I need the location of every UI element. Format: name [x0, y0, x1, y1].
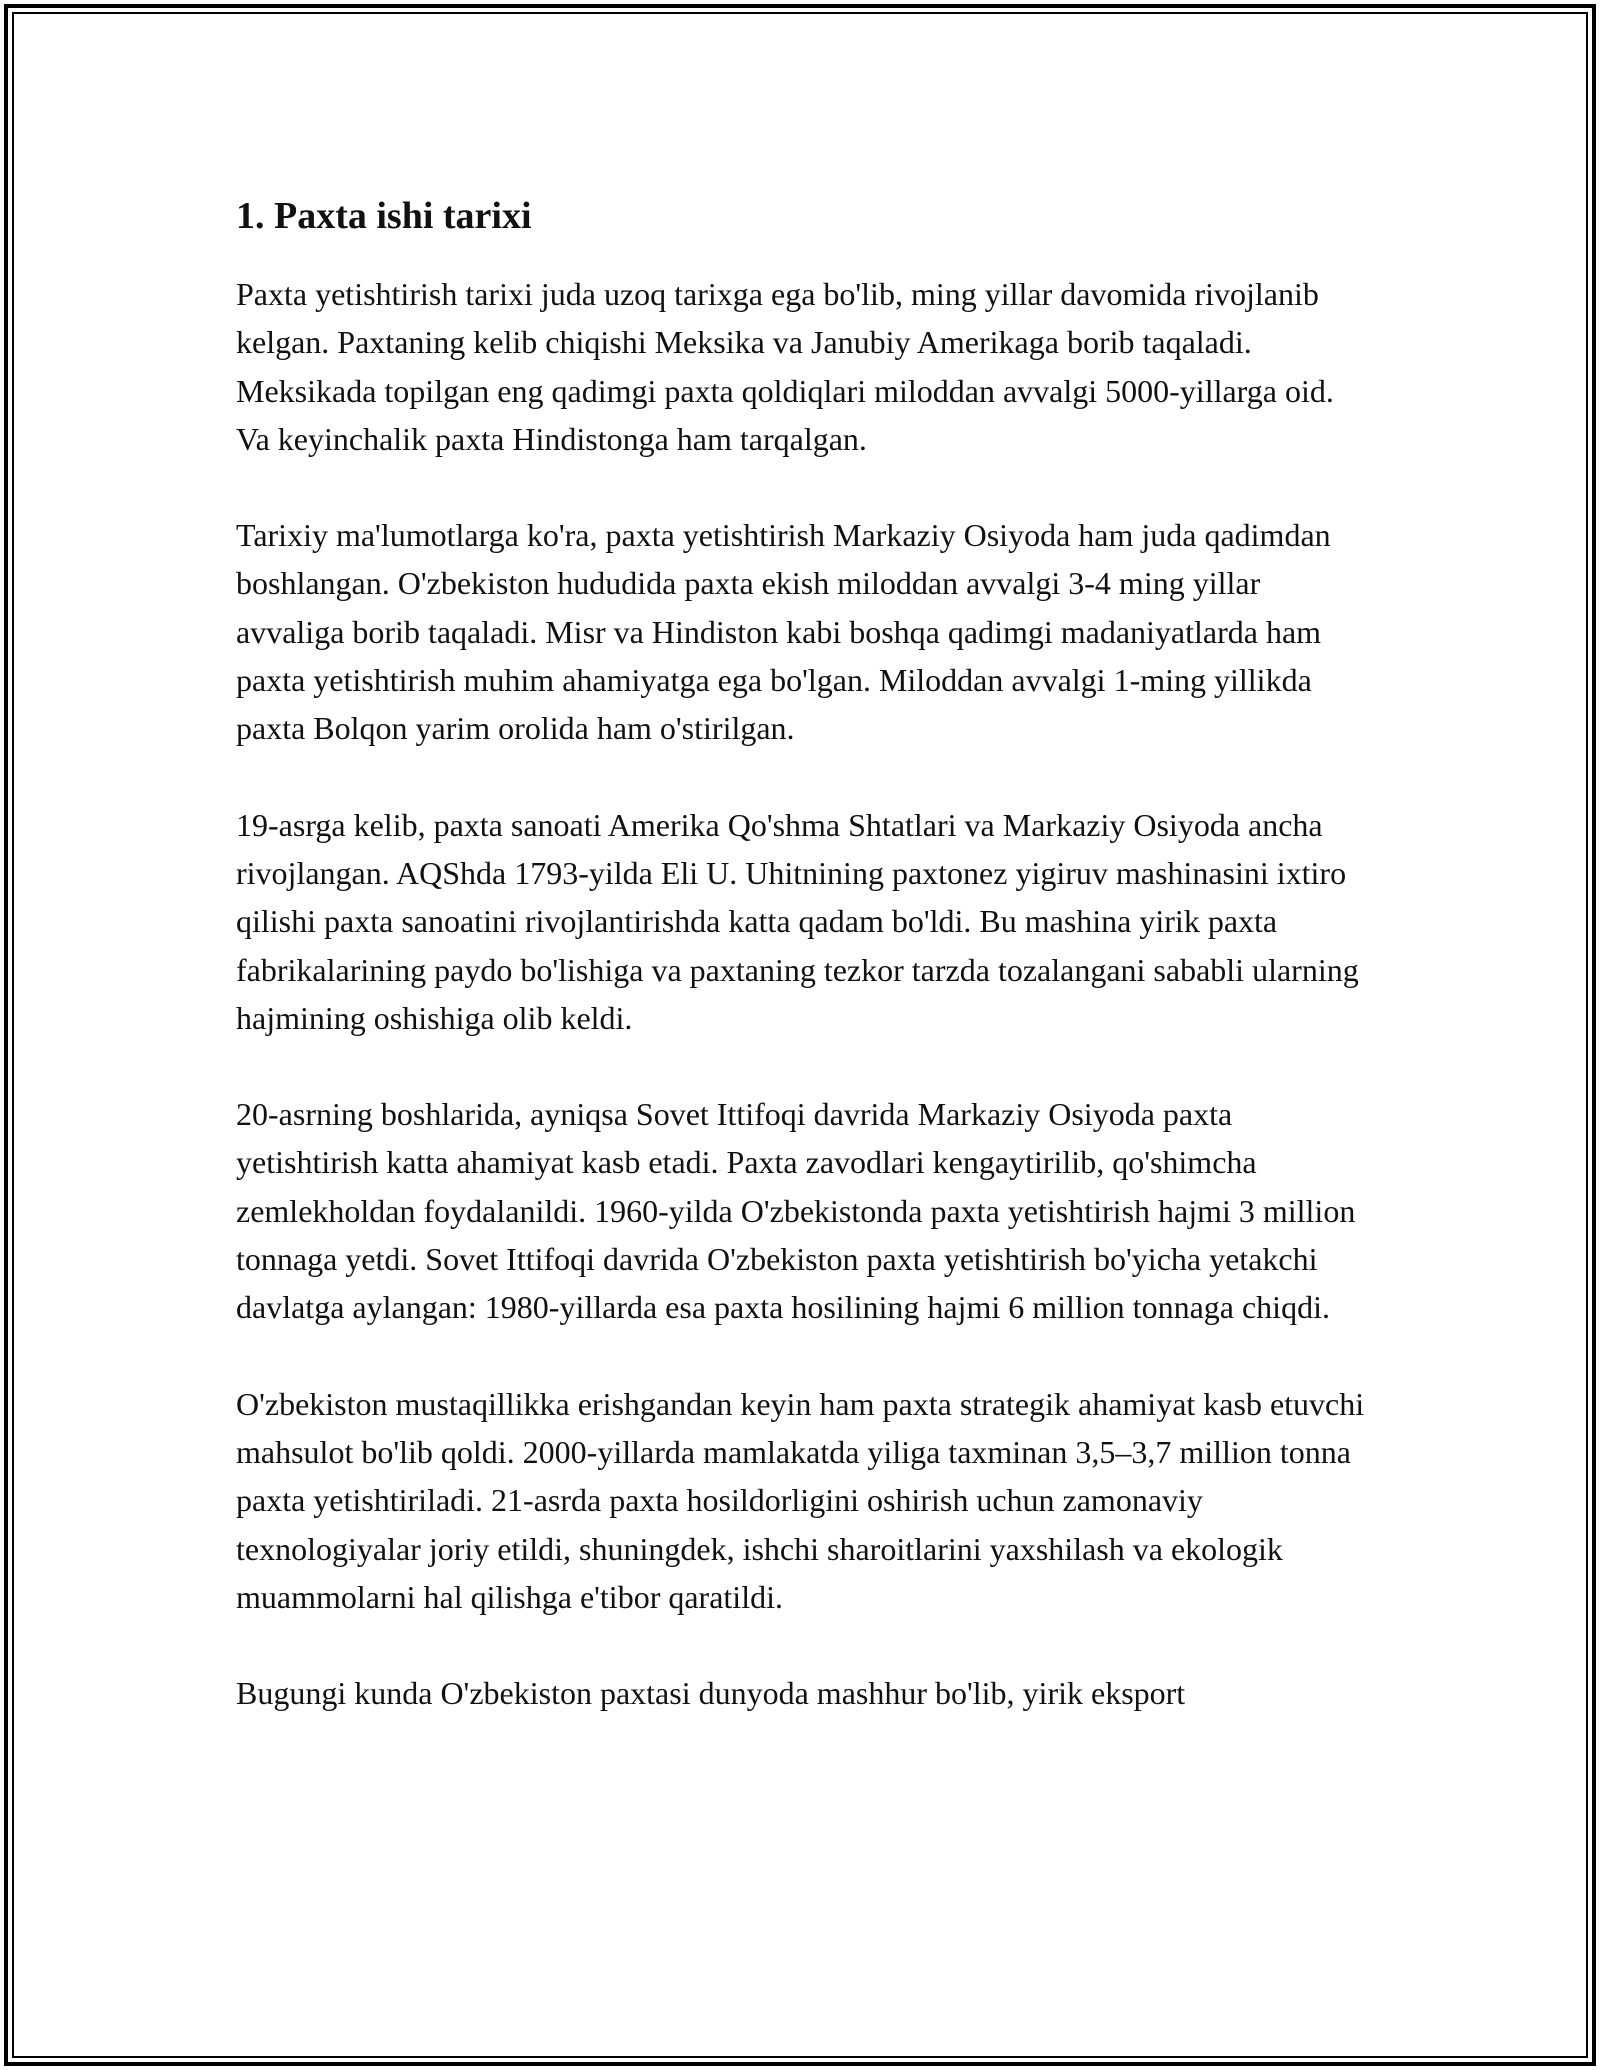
section-title: 1. Paxta ishi tarixi — [236, 195, 532, 237]
paragraph-1: Paxta yetishtirish tarixi juda uzoq tarixga ega bo'lib, ming yillar davomida rivojlanib kelgan. Paxtaning kelib chiqishi Meksika va Janubiy Amerikaga borib taqaladi. Meksikada topilgan eng qadimgi paxta qoldiqlari miloddan avvalgi 5000-yillarga oid. Va keyinchalik paxta Hindistonga ham tarqalgan. — [236, 276, 1334, 457]
paragraph-2: Tarixiy ma'lumotlarga ko'ra, paxta yetishtirish Markaziy Osiyoda ham juda qadimdan boshlangan. O'zbekiston hududida paxta ekish miloddan avvalgi 3-4 ming yillar avvaliga borib taqaladi. Misr va Hindiston kabi boshqa qadimgi madaniyatlarda ham paxta yetishtirish muhim ahamiyatga ega bo'lgan. Miloddan avvalgi 1-ming yillikda paxta Bolqon yarim orolida ham o'stirilgan. — [236, 517, 1331, 747]
document-body — [236, 188, 1366, 1765]
paragraph-3: 19-asrga kelib, paxta sanoati Amerika Qo'shma Shtatlari va Markaziy Osiyoda ancha rivojlangan. AQShda 1793-yilda Eli U. Uhitnining paxtonez yigiruv mashinasini ixtiro qilishi paxta sanoatini rivojlantirishda katta qadam bo'ldi. Bu mashina yirik paxta fabrikalarining paydo bo'lishiga va paxtaning tezkor tarzda tozalangani sababli ularning hajmining oshishiga olib keldi. — [236, 806, 1359, 1036]
paragraph-5: O'zbekiston mustaqillikka erishgandan keyin ham paxta strategik ahamiyat kasb etuvchi mahsulot bo'lib qoldi. 2000-yillarda mamlakatda yiliga taxminan 3,5–3,7 million tonna paxta yetishtiriladi. 21-asrda paxta hosildorligini oshirish uchun zamonaviy texnologiyalar joriy etildi, shuningdek, ishchi sharoitlarini yaxshilash va ekologik muammolarni hal qilishga e'tibor qaratildi. — [236, 1385, 1365, 1615]
paragraph-4: 20-asrning boshlarida, ayniqsa Sovet Ittifoqi davrida Markaziy Osiyoda paxta yetishtirish katta ahamiyat kasb etadi. Paxta zavodlari kengaytirilib, qo'shimcha zemlekholdan foydalanildi. 1960-yilda O'zbekistonda paxta yetishtirish hajmi 3 million tonnaga yetdi. Sovet Ittifoqi davrida O'zbekiston paxta yetishtirish bo'yicha yetakchi davlatga aylangan: 1980-yillarda esa paxta hosilining hajmi 6 million tonnaga chiqdi. — [236, 1096, 1356, 1326]
paragraph-6: Bugungi kunda O'zbekiston paxtasi dunyoda mashhur bo'lib, yirik eksport — [236, 1675, 1186, 1712]
